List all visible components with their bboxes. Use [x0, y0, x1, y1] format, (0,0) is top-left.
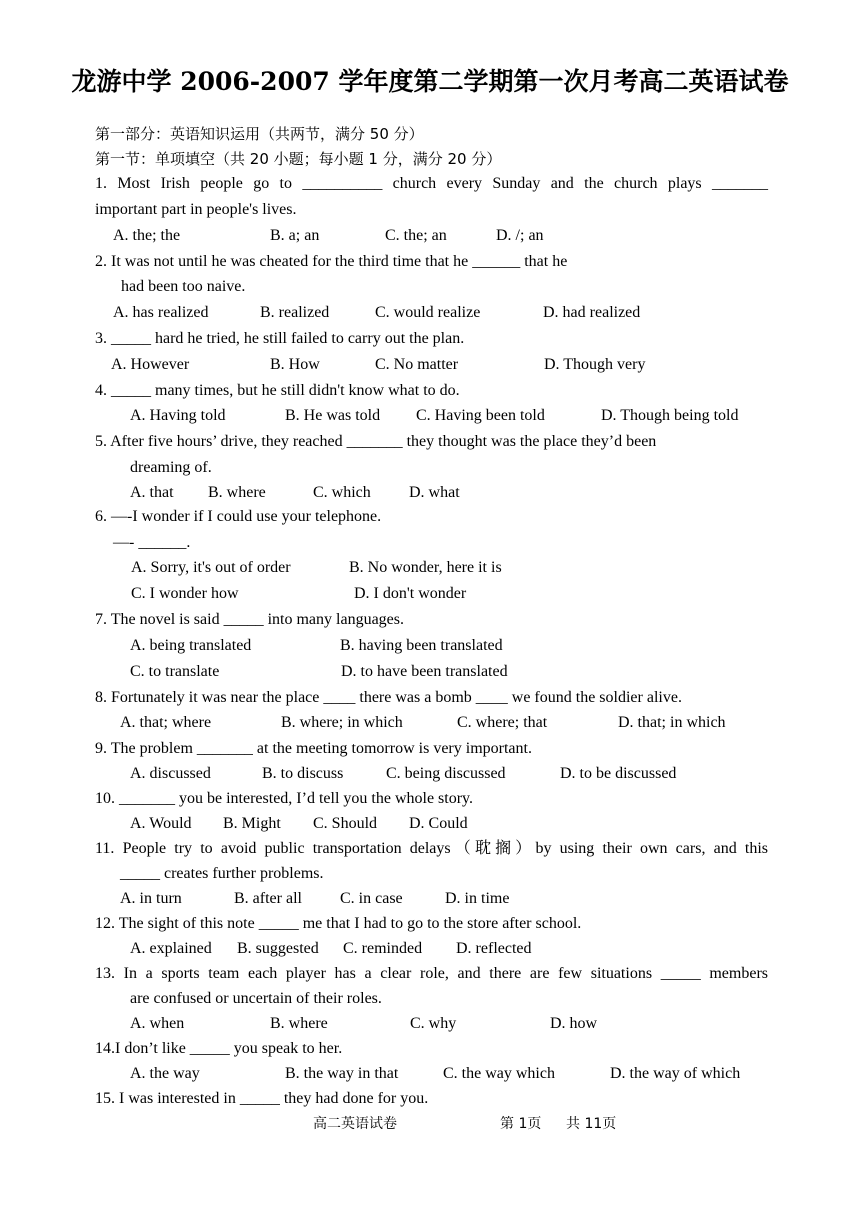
question-1-continuation: important part in people's lives. — [95, 201, 297, 218]
question-3-stem: 3. _____ hard he tried, he still failed to carry out the plan. — [95, 330, 465, 347]
q13-option-a: A. when — [130, 1015, 185, 1032]
q6-option-d: D. I don't wonder — [354, 585, 467, 602]
q10-option-a: A. Would — [130, 815, 192, 832]
question-10-stem: 10. _______ you be interested, I’d tell you the whole story. — [95, 790, 473, 807]
q10-option-d: D. Could — [409, 815, 468, 832]
q12-option-b: B. suggested — [237, 940, 319, 957]
q11-option-c: C. in case — [340, 890, 403, 907]
q11-option-d: D. in time — [445, 890, 510, 907]
question-7-stem: 7. The novel is said _____ into many languages. — [95, 611, 404, 628]
part-heading: 第一部分：英语知识运用（共两节，满分 50 分） — [95, 125, 424, 143]
question-2-continuation: had been too naive. — [121, 278, 246, 295]
q13-option-d: D. how — [550, 1015, 598, 1032]
q1-option-c: C. the; an — [385, 227, 447, 244]
q14-option-d: D. the way of which — [610, 1065, 741, 1082]
q12-option-d: D. reflected — [456, 940, 532, 957]
q3-option-c: C. No matter — [375, 356, 459, 373]
question-15-stem: 15. I was interested in _____ they had done for you. — [95, 1090, 429, 1107]
q9-option-d: D. to be discussed — [560, 765, 677, 782]
q8-option-d: D. that; in which — [618, 714, 726, 731]
q6-option-b: B. No wonder, here it is — [349, 559, 502, 576]
question-2-stem: 2. It was not until he was cheated for the third time that he ______ that he — [95, 253, 568, 270]
question-14-stem: 14.I don’t like _____ you speak to her. — [95, 1040, 343, 1057]
question-8-stem: 8. Fortunately it was near the place ____ there was a bomb ____ we found the soldier alive. — [95, 689, 682, 706]
q3-option-a: A. However — [111, 356, 190, 373]
q3-option-b: B. How — [270, 356, 320, 373]
q7-option-b: B. having been translated — [340, 637, 503, 654]
q11-option-a: A. in turn — [120, 890, 182, 907]
question-4-stem: 4. _____ many times, but he still didn't know what to do. — [95, 382, 460, 399]
q12-option-a: A. explained — [130, 940, 212, 957]
q4-option-c: C. Having been told — [416, 407, 545, 424]
question-5-stem: 5. After five hours’ drive, they reached _______ they thought was the place they’d been — [95, 433, 657, 450]
q4-option-b: B. He was told — [285, 407, 381, 424]
q6-option-c: C. I wonder how — [131, 585, 239, 602]
q2-option-a: A. has realized — [113, 304, 209, 321]
question-1-stem: 1. Most Irish people go to __________ church every Sunday and the church plays _______ — [95, 175, 768, 192]
q14-option-b: B. the way in that — [285, 1065, 399, 1082]
q11-option-b: B. after all — [234, 890, 302, 907]
question-11-stem: 11. People try to avoid public transportation delays（耽搁）by using their own cars, and this — [95, 840, 768, 857]
q5-option-d: D. what — [409, 484, 460, 501]
q12-option-c: C. reminded — [343, 940, 423, 957]
question-13-continuation: are confused or uncertain of their roles. — [130, 990, 382, 1007]
q13-option-b: B. where — [270, 1015, 328, 1032]
q14-option-c: C. the way which — [443, 1065, 555, 1082]
q5-option-b: B. where — [208, 484, 266, 501]
q4-option-a: A. Having told — [130, 407, 226, 424]
q5-option-a: A. that — [130, 484, 174, 501]
q14-option-a: A. the way — [130, 1065, 200, 1082]
question-5-continuation: dreaming of. — [130, 459, 212, 476]
q7-option-d: D. to have been translated — [341, 663, 508, 680]
question-11-continuation: _____ creates further problems. — [120, 865, 324, 882]
footer-subject: 高二英语试卷 — [313, 1116, 397, 1132]
q13-option-c: C. why — [410, 1015, 457, 1032]
question-6-stem: 6. —-I wonder if I could use your telephone. — [95, 508, 382, 525]
section-heading: 第一节：单项填空（共 20 小题；每小题 1 分，满分 20 分） — [95, 150, 502, 168]
q10-option-c: C. Should — [313, 815, 378, 832]
q8-option-a: A. that; where — [120, 714, 212, 731]
q1-option-a: A. the; the — [113, 227, 181, 244]
q2-option-b: B. realized — [260, 304, 330, 321]
q10-option-b: B. Might — [223, 815, 281, 832]
q4-option-d: D. Though being told — [601, 407, 739, 424]
q7-option-a: A. being translated — [130, 637, 252, 654]
q2-option-c: C. would realize — [375, 304, 481, 321]
question-13-stem: 13. In a sports team each player has a clear role, and there are few situations _____ members — [95, 965, 768, 982]
q2-option-d: D. had realized — [543, 304, 641, 321]
q6-option-a: A. Sorry, it's out of order — [131, 559, 291, 576]
question-9-stem: 9. The problem _______ at the meeting tomorrow is very important. — [95, 740, 532, 757]
footer-page-number: 第 1页 — [500, 1116, 542, 1132]
question-12-stem: 12. The sight of this note _____ me that I had to go to the store after school. — [95, 915, 582, 932]
page-title: 龙游中学 2006-2007 学年度第二学期第一次月考高二英语试卷 — [71, 67, 789, 96]
q1-option-d: D. /; an — [496, 227, 544, 244]
q9-option-c: C. being discussed — [386, 765, 506, 782]
q3-option-d: D. Though very — [544, 356, 646, 373]
q9-option-b: B. to discuss — [262, 765, 344, 782]
q8-option-c: C. where; that — [457, 714, 548, 731]
question-6-reply: —- ______. — [113, 534, 191, 551]
q7-option-c: C. to translate — [130, 663, 220, 680]
footer-total-pages: 共 11页 — [566, 1116, 617, 1132]
q5-option-c: C. which — [313, 484, 371, 501]
q9-option-a: A. discussed — [130, 765, 211, 782]
q8-option-b: B. where; in which — [281, 714, 403, 731]
q1-option-b: B. a; an — [270, 227, 320, 244]
